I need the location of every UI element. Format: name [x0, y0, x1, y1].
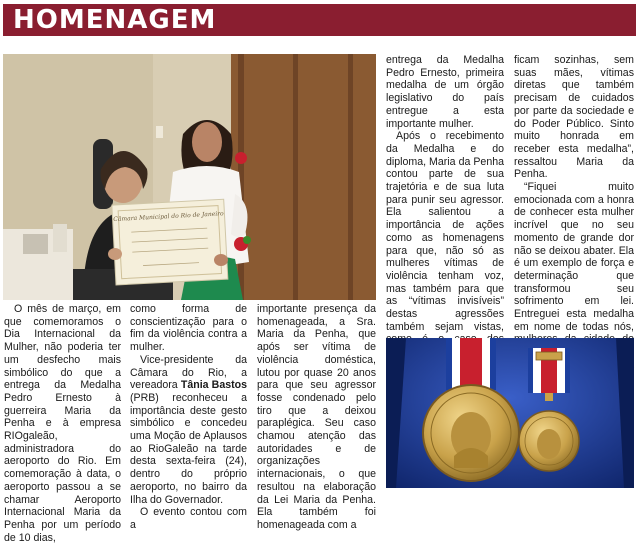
- paragraph: como forma de conscientização para o fim da violência contra a mulher.: [130, 303, 247, 354]
- certificate-header: Câmara Municipal do Rio de Janeiro: [113, 210, 224, 224]
- medals-photo-illustration: [386, 338, 634, 488]
- paragraph: [130, 354, 247, 506]
- text-span: (PRB) reconheceu a importância deste gesto simbólico e concedeu uma Moção de Aplausos ao RioGaleão na tarde desta sexta-feira (24), dentro do próprio aeroporto, no bairro da Ilha do Governador.: [130, 391, 247, 506]
- paragraph: Após o recebimento da Medalha e do diploma, Maria da Penha contou parte de sua trajetória e de sua luta para punir seu agressor. Ela salientou a importância de ações como as homenagens para que, não só as mulheres vítimas de violência tenham voz, mas também para que as “vítimas invisíveis” destas agressões também sejam vistas,: [386, 130, 504, 333]
- paragraph: O evento contou com a: [130, 506, 247, 531]
- paragraph: importante presença da homenageada, a Sra. Maria da Penha, que após ser vítima de violência doméstica, lutou por quase 20 anos para que seu agressor fosse condenado pelo tiro que a deixou paraplégica. Seu caso chamou atenção das autoridades e de organizações internacionais, o que resultou na elaboração da Lei Maria da Penha. Ela também foi homenageada com a: [257, 303, 376, 531]
- paragraph: O mês de março, em que comemoramos o Dia Internacional da Mulher, não poderia ter um desfecho mais simbólico do que a entrega da Medalha Pedro Ernesto à guerreira Maria da Penha e à empresa RIOgaleão, administradora do aeroporto do Rio. Em comemoração à data, o aeroporto passou a se chamar Aeroporto Internacional Maria da Penha por um período de 10 dias,: [4, 303, 121, 544]
- ceremony-photo: [3, 54, 376, 300]
- article-column-2: [130, 303, 247, 532]
- article-column-3: [257, 303, 376, 532]
- paragraph: “Fiquei muito emocionada com a honra de conhecer esta mulher incrível que no seu momento de grande dor não se deixou abater. Ela é um exemplo de força e determinação que transformou seu sofrimento em lei. Entreguei esta medalha em nome de todas nós,: [514, 181, 634, 333]
- councilwoman-name: Tânia Bastos: [180, 379, 247, 392]
- section-banner: [3, 4, 636, 36]
- text-span: Vice-presidente da Câmara do Rio, a vereadora: [130, 353, 247, 392]
- paragraph: ficam sozinhas, sem suas mães, vítimas diretas que também precisam de cuidados por parte da sociedade e do Poder Público. Sinto muito honrada em receber esta medalha”, ressaltou Maria da Penha.: [514, 54, 634, 181]
- medals-photo: [386, 338, 634, 488]
- section-title: HOMENAGEM: [13, 5, 217, 35]
- ceremony-photo-illustration: [3, 54, 376, 300]
- paragraph: entrega da Medalha Pedro Ernesto, primeira medalha de um órgão legislativo do país entregue a esta importante mulher.: [386, 54, 504, 130]
- article-column-5: [514, 54, 634, 384]
- article-column-1: [4, 303, 121, 544]
